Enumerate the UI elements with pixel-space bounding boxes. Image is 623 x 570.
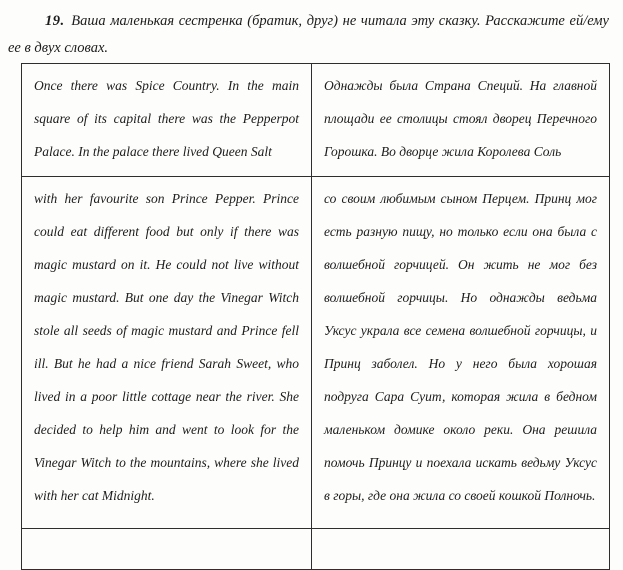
english-cell-cutoff [22,529,312,570]
english-text-row2: with her favourite son Prince Pepper. Prince could eat different food but only if there was magic mustard on it. He could not live without magic mustard. But one day the Vinegar Witch stole all seeds of magic mustard and Prince fell ill. But he had a nice friend Sarah Sweet, who lived in a poor little cottage near the river. She decided to help him and went to look for the Vinegar Witch to the mountains, where she lived with her cat Midnight. [34,191,299,503]
task-number: 19. [45,13,65,29]
russian-text-row2: со своим любимым сыном Перцем. Принц мог есть разную пищу, но только если она была с волшебной горчицей. Он жить не мог без волшебной горчицы. Но однажды ведьма Уксус украла все семена волшебной горчицы, и Принц заболел. Но у него была хорошая подруга Сара Суит, которая жила в бедном маленьком домике около реки. Она решила помочь Принцу и поехала искать ведьму Уксус в горы, где она жила со своей кошкой Полночь. [324,191,597,503]
russian-cell-cutoff [312,529,610,570]
story-row-cutoff [22,529,610,570]
story-row-1 [22,64,610,177]
task-text: Ваша маленькая сестренка (братик, друг) не читала эту сказку. Расскажите ей/ему ее в двух словах. [8,13,609,56]
story-table [21,63,610,570]
task-statement [8,8,609,62]
scanned-page [0,8,623,570]
russian-cell-row1 [312,64,610,177]
english-text-row1: Once there was Spice Country. In the main square of its capital there was the Pepperpot Palace. In the palace there lived Queen Salt [34,78,299,159]
russian-text-row1: Однажды была Страна Специй. На главной площади ее столицы стоял дворец Перечного Горошка. Во дворце жила Королева Соль [324,78,597,159]
english-cell-row1 [22,64,312,177]
russian-cell-row2 [312,177,610,529]
english-cell-row2 [22,177,312,529]
story-row-2 [22,177,610,529]
